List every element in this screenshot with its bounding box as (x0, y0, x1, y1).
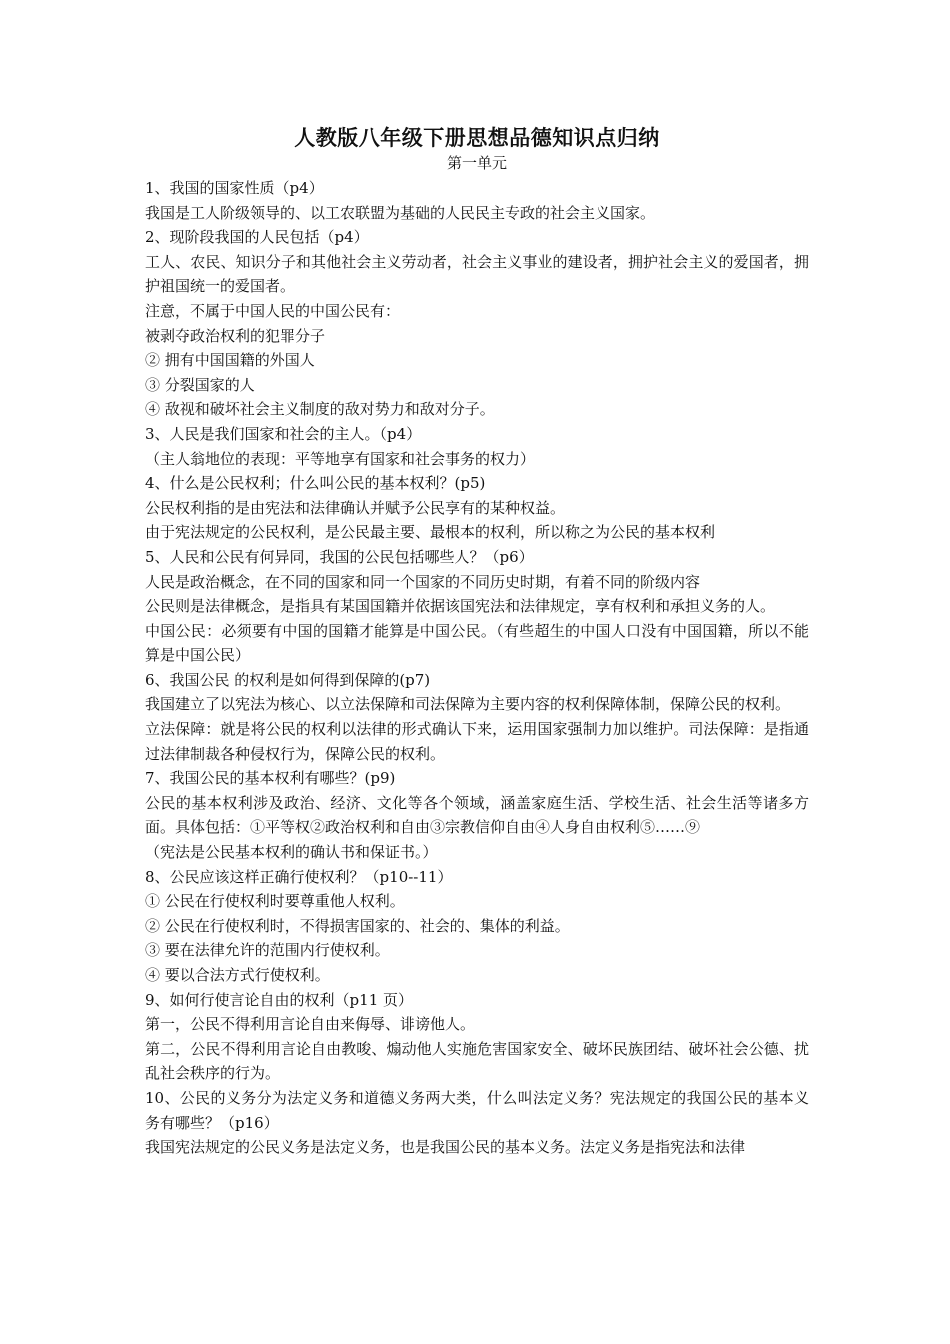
paragraph: ① 公民在行使权利时要尊重他人权利。 (145, 892, 405, 911)
paragraph: 被剥夺政治权利的犯罪分子 (145, 326, 326, 345)
paragraph: 6、我国公民 的权利是如何得到保障的(p7) (145, 670, 431, 689)
paragraph: 10、公民的义务分为法定义务和道德义务两大类，什么叫法定义务？宪法规定的我国公民的基本义务有哪些？（p16） (145, 1088, 809, 1132)
paragraph: 3、人民是我们国家和社会的主人。（p4） (145, 424, 422, 443)
paragraph: 第二，公民不得利用言论自由教唆、煽动他人实施危害国家安全、破坏民族团结、破坏社会公德、扰乱社会秩序的行为。 (145, 1039, 809, 1083)
paragraph: 公民的基本权利涉及政治、经济、文化等各个领域，涵盖家庭生活、学校生活、社会生活等诸多方面。具体包括：①平等权②政治权利和自由③宗教信仰自由④人身自由权利⑤……⑨ (145, 793, 809, 837)
paragraph: 公民权利指的是由宪法和法律确认并赋予公民享有的某种权益。 (145, 498, 566, 517)
paragraph: ③ 分裂国家的人 (145, 375, 255, 394)
paragraph: 1、我国的国家性质（p4） (145, 179, 324, 197)
paragraph: ② 拥有中国国籍的外国人 (145, 351, 315, 370)
paragraph: ④ 要以合法方式行使权利。 (145, 966, 330, 984)
document-body (145, 124, 809, 1160)
paragraph: ③ 要在法律允许的范围内行使权利。 (145, 941, 390, 960)
paragraph-list (145, 176, 809, 1160)
paragraph: 公民则是法律概念，是指具有某国国籍并依据该国宪法和法律规定，享有权利和承担义务的人。 (145, 597, 776, 616)
paragraph: 我国是工人阶级领导的、以工农联盟为基础的人民民主专政的社会主义国家。 (145, 203, 656, 222)
paragraph: ② 公民在行使权利时，不得损害国家的、社会的、集体的利益。 (145, 916, 570, 935)
paragraph: 8、公民应该这样正确行使权利？（p10--11） (145, 867, 453, 886)
paragraph: 人民是政治概念，在不同的国家和同一个国家的不同历史时期，有着不同的阶级内容 (145, 572, 701, 591)
paragraph: 2、现阶段我国的人民包括（p4） (145, 228, 369, 247)
paragraph: 由于宪法规定的公民权利，是公民最主要、最根本的权利，所以称之为公民的基本权利 (145, 523, 716, 542)
paragraph: 9、如何行使言论自由的权利（p11 页） (145, 990, 414, 1009)
paragraph: 中国公民：必须要有中国的国籍才能算是中国公民。（有些超生的中国人口没有中国国籍，所以不能算是中国公民） (145, 621, 809, 665)
paragraph: 我国宪法规定的公民义务是法定义务，也是我国公民的基本义务。法定义务是指宪法和法律 (145, 1138, 746, 1157)
document-title: 人教版八年级下册思想品德知识点归纳 (294, 125, 660, 150)
paragraph: 4、什么是公民权利；什么叫公民的基本权利？(p5) (145, 474, 486, 493)
paragraph: ④ 敌视和破坏社会主义制度的敌对势力和敌对分子。 (145, 400, 495, 419)
paragraph: （宪法是公民基本权利的确认书和保证书。） (145, 843, 438, 862)
paragraph: 5、人民和公民有何异同，我国的公民包括哪些人？（p6） (145, 547, 534, 566)
paragraph: 我国建立了以宪法为核心、以立法保障和司法保障为主要内容的权利保障体制，保障公民的权利。 (145, 695, 791, 714)
paragraph: 注意，不属于中国人民的中国公民有： (145, 301, 401, 320)
paragraph: 立法保障：就是将公民的权利以法律的形式确认下来，运用国家强制力加以维护。司法保障：是指通过法律制裁各种侵权行为，保障公民的权利。 (145, 720, 809, 763)
paragraph: （主人翁地位的表现：平等地享有国家和社会事务的权力） (145, 449, 536, 468)
paragraph: 7、我国公民的基本权利有哪些？(p9) (145, 769, 396, 788)
paragraph: 第一，公民不得利用言论自由来侮辱、诽谤他人。 (145, 1015, 476, 1034)
paragraph: 工人、农民、知识分子和其他社会主义劳动者，社会主义事业的建设者，拥护社会主义的爱国者，拥护祖国统一的爱国者。 (145, 252, 809, 296)
unit-heading: 第一单元 (446, 154, 507, 172)
